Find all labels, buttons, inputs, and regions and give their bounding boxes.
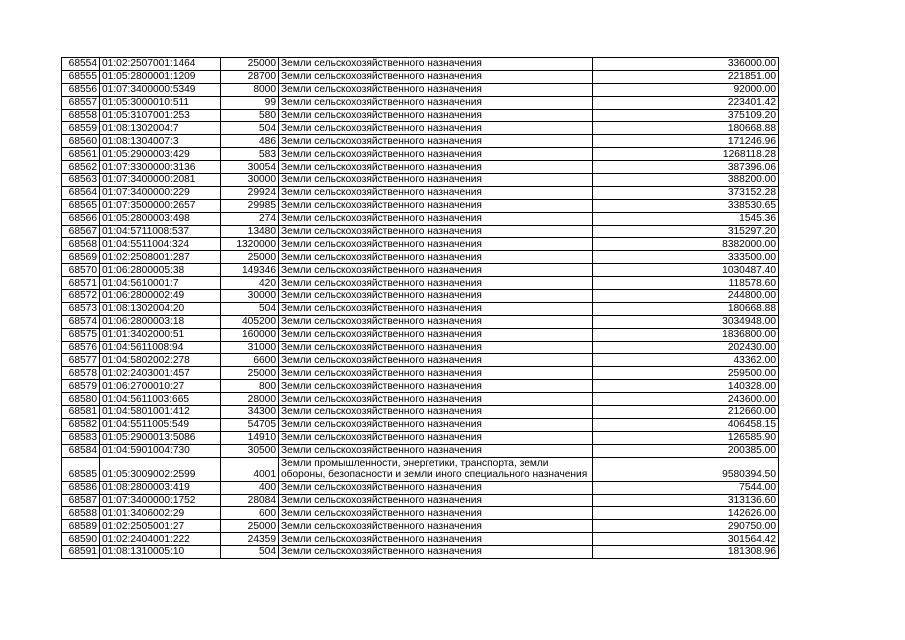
row-number-cell: 68566 [62,212,100,225]
land-category-cell: Земли сельскохозяйственного назначения [279,290,593,303]
area-cell: 8000 [221,83,279,96]
cadastral-number-cell: 01:04:5611008:94 [100,341,221,354]
value-cell: 1030487.40 [593,264,779,277]
table-row [62,277,779,290]
land-category-cell: Земли сельскохозяйственного назначения [279,199,593,212]
table-row [62,546,779,559]
cadastral-number-cell: 01:06:2800005:38 [100,264,221,277]
table-row [62,354,779,367]
value-cell: 7544.00 [593,481,779,494]
area-cell: 28000 [221,393,279,406]
row-number-cell: 68557 [62,96,100,109]
cadastral-number-cell: 01:06:2800003:18 [100,315,221,328]
land-category-cell: Земли сельскохозяйственного назначения [279,225,593,238]
table-row [62,225,779,238]
table-row [62,148,779,161]
row-number-cell: 68560 [62,135,100,148]
row-number-cell: 68574 [62,315,100,328]
value-cell: 181308.96 [593,546,779,559]
table-row [62,393,779,406]
row-number-cell: 68563 [62,174,100,187]
area-cell: 583 [221,148,279,161]
value-cell: 313136.60 [593,494,779,507]
land-category-cell: Земли сельскохозяйственного назначения [279,238,593,251]
land-category-cell: Земли сельскохозяйственного назначения [279,96,593,109]
land-category-cell: Земли сельскохозяйственного назначения [279,507,593,520]
table-row [62,212,779,225]
area-cell: 30500 [221,444,279,457]
value-cell: 244800.00 [593,290,779,303]
table-row [62,135,779,148]
cadastral-number-cell: 01:02:2404001:222 [100,533,221,546]
row-number-cell: 68578 [62,367,100,380]
row-number-cell: 68583 [62,431,100,444]
table-row [62,109,779,122]
row-number-cell: 68580 [62,393,100,406]
cadastral-number-cell: 01:08:1304007:3 [100,135,221,148]
cadastral-number-cell: 01:02:2507001:1464 [100,58,221,71]
land-category-cell: Земли сельскохозяйственного назначения [279,444,593,457]
value-cell: 259500.00 [593,367,779,380]
value-cell: 142626.00 [593,507,779,520]
row-number-cell: 68591 [62,546,100,559]
value-cell: 243600.00 [593,393,779,406]
cadastral-number-cell: 01:05:3107001:253 [100,109,221,122]
area-cell: 25000 [221,367,279,380]
area-cell: 504 [221,302,279,315]
value-cell: 200385.00 [593,444,779,457]
area-cell: 405200 [221,315,279,328]
cadastral-number-cell: 01:08:2800003:419 [100,481,221,494]
area-cell: 25000 [221,58,279,71]
value-cell: 43362.00 [593,354,779,367]
land-category-cell: Земли сельскохозяйственного назначения [279,494,593,507]
area-cell: 13480 [221,225,279,238]
value-cell: 290750.00 [593,520,779,533]
table-row [62,431,779,444]
area-cell: 1320000 [221,238,279,251]
value-cell: 223401.42 [593,96,779,109]
land-category-cell: Земли сельскохозяйственного назначения [279,302,593,315]
area-cell: 30054 [221,161,279,174]
value-cell: 301564.42 [593,533,779,546]
value-cell: 126585.90 [593,431,779,444]
row-number-cell: 68581 [62,406,100,419]
value-cell: 1545.36 [593,212,779,225]
value-cell: 171246.96 [593,135,779,148]
table-row [62,533,779,546]
cadastral-number-cell: 01:07:3400000:2081 [100,174,221,187]
row-number-cell: 68588 [62,507,100,520]
cadastral-number-cell: 01:08:1302004:20 [100,302,221,315]
land-category-cell: Земли сельскохозяйственного назначения [279,431,593,444]
land-category-cell: Земли сельскохозяйственного назначения [279,174,593,187]
table-row [62,406,779,419]
row-number-cell: 68559 [62,122,100,135]
cadastral-number-cell: 01:04:5511004:324 [100,238,221,251]
table-row [62,457,779,481]
table-row [62,520,779,533]
row-number-cell: 68562 [62,161,100,174]
land-category-cell: Земли сельскохозяйственного назначения [279,58,593,71]
value-cell: 221851.00 [593,70,779,83]
cadastral-number-cell: 01:02:2505001:27 [100,520,221,533]
area-cell: 29985 [221,199,279,212]
land-category-cell: Земли сельскохозяйственного назначения [279,533,593,546]
area-cell: 600 [221,507,279,520]
value-cell: 338530.65 [593,199,779,212]
value-cell: 333500.00 [593,251,779,264]
area-cell: 4001 [221,457,279,481]
row-number-cell: 68586 [62,481,100,494]
table-row [62,58,779,71]
area-cell: 6600 [221,354,279,367]
value-cell: 180668.88 [593,302,779,315]
area-cell: 420 [221,277,279,290]
table-row [62,122,779,135]
table-row [62,341,779,354]
row-number-cell: 68569 [62,251,100,264]
land-category-cell: Земли сельскохозяйственного назначения [279,186,593,199]
row-number-cell: 68585 [62,457,100,481]
land-category-cell: Земли сельскохозяйственного назначения [279,481,593,494]
land-category-cell: Земли промышленности, энергетики, транспорта, земли обороны, безопасности и земли иного специального назначения [279,457,593,481]
row-number-cell: 68554 [62,58,100,71]
area-cell: 149346 [221,264,279,277]
cadastral-number-cell: 01:01:3402000:51 [100,328,221,341]
cadastral-number-cell: 01:07:3500000:2657 [100,199,221,212]
cadastral-number-cell: 01:04:5511005:549 [100,418,221,431]
land-category-cell: Земли сельскохозяйственного назначения [279,277,593,290]
area-cell: 28700 [221,70,279,83]
table-row [62,380,779,393]
value-cell: 140328.00 [593,380,779,393]
value-cell: 212660.00 [593,406,779,419]
land-category-cell: Земли сельскохозяйственного назначения [279,328,593,341]
land-category-cell: Земли сельскохозяйственного назначения [279,546,593,559]
cadastral-number-cell: 01:06:2800002:49 [100,290,221,303]
row-number-cell: 68576 [62,341,100,354]
value-cell: 406458.15 [593,418,779,431]
area-cell: 486 [221,135,279,148]
land-category-cell: Земли сельскохозяйственного назначения [279,406,593,419]
table-row [62,238,779,251]
row-number-cell: 68575 [62,328,100,341]
value-cell: 375109.20 [593,109,779,122]
table-row [62,328,779,341]
row-number-cell: 68577 [62,354,100,367]
table-row [62,83,779,96]
table-row [62,290,779,303]
row-number-cell: 68584 [62,444,100,457]
value-cell: 92000.00 [593,83,779,96]
table-row [62,507,779,520]
row-number-cell: 68572 [62,290,100,303]
value-cell: 180668.88 [593,122,779,135]
cadastral-number-cell: 01:02:2403001:457 [100,367,221,380]
cadastral-number-cell: 01:07:3400000:1752 [100,494,221,507]
value-cell: 388200.00 [593,174,779,187]
cadastral-number-cell: 01:05:2800001:1209 [100,70,221,83]
land-plots-table [61,57,779,559]
table-body [62,58,779,559]
area-cell: 25000 [221,520,279,533]
cadastral-number-cell: 01:06:2700010:27 [100,380,221,393]
land-category-cell: Земли сельскохозяйственного назначения [279,212,593,225]
land-category-cell: Земли сельскохозяйственного назначения [279,367,593,380]
table-row [62,444,779,457]
area-cell: 28084 [221,494,279,507]
table-row [62,367,779,380]
land-category-cell: Земли сельскохозяйственного назначения [279,380,593,393]
area-cell: 99 [221,96,279,109]
cadastral-number-cell: 01:04:5801001:412 [100,406,221,419]
cadastral-number-cell: 01:04:5901004:730 [100,444,221,457]
value-cell: 1836800.00 [593,328,779,341]
value-cell: 336000.00 [593,58,779,71]
area-cell: 800 [221,380,279,393]
row-number-cell: 68570 [62,264,100,277]
row-number-cell: 68558 [62,109,100,122]
cadastral-number-cell: 01:05:2900013:5086 [100,431,221,444]
table-row [62,264,779,277]
land-category-cell: Земли сельскохозяйственного назначения [279,264,593,277]
value-cell: 3034948.00 [593,315,779,328]
area-cell: 580 [221,109,279,122]
cadastral-number-cell: 01:02:2508001:287 [100,251,221,264]
land-category-cell: Земли сельскохозяйственного назначения [279,315,593,328]
area-cell: 31000 [221,341,279,354]
area-cell: 274 [221,212,279,225]
cadastral-number-cell: 01:05:2900003:429 [100,148,221,161]
row-number-cell: 68567 [62,225,100,238]
table-row [62,174,779,187]
table-row [62,161,779,174]
row-number-cell: 68555 [62,70,100,83]
table-row [62,251,779,264]
row-number-cell: 68589 [62,520,100,533]
cadastral-number-cell: 01:01:3406002:29 [100,507,221,520]
row-number-cell: 68571 [62,277,100,290]
area-cell: 14910 [221,431,279,444]
cadastral-number-cell: 01:05:2800003:498 [100,212,221,225]
cadastral-number-cell: 01:08:1310005:10 [100,546,221,559]
table-row [62,302,779,315]
land-category-cell: Земли сельскохозяйственного назначения [279,83,593,96]
land-category-cell: Земли сельскохозяйственного назначения [279,341,593,354]
area-cell: 504 [221,546,279,559]
table-row [62,494,779,507]
land-category-cell: Земли сельскохозяйственного назначения [279,354,593,367]
value-cell: 387396.06 [593,161,779,174]
row-number-cell: 68582 [62,418,100,431]
cadastral-number-cell: 01:04:5711008:537 [100,225,221,238]
row-number-cell: 68568 [62,238,100,251]
value-cell: 373152.28 [593,186,779,199]
area-cell: 24359 [221,533,279,546]
land-category-cell: Земли сельскохозяйственного назначения [279,251,593,264]
land-category-cell: Земли сельскохозяйственного назначения [279,161,593,174]
row-number-cell: 68590 [62,533,100,546]
cadastral-number-cell: 01:05:3000010:511 [100,96,221,109]
area-cell: 34300 [221,406,279,419]
land-category-cell: Земли сельскохозяйственного назначения [279,393,593,406]
table-row [62,481,779,494]
land-category-cell: Земли сельскохозяйственного назначения [279,148,593,161]
row-number-cell: 68564 [62,186,100,199]
row-number-cell: 68556 [62,83,100,96]
area-cell: 30000 [221,174,279,187]
table-row [62,315,779,328]
cadastral-number-cell: 01:07:3400000:5349 [100,83,221,96]
value-cell: 315297.20 [593,225,779,238]
cadastral-number-cell: 01:04:5802002:278 [100,354,221,367]
area-cell: 160000 [221,328,279,341]
land-category-cell: Земли сельскохозяйственного назначения [279,122,593,135]
land-category-cell: Земли сельскохозяйственного назначения [279,520,593,533]
area-cell: 504 [221,122,279,135]
area-cell: 400 [221,481,279,494]
table-row [62,186,779,199]
land-category-cell: Земли сельскохозяйственного назначения [279,70,593,83]
row-number-cell: 68565 [62,199,100,212]
row-number-cell: 68561 [62,148,100,161]
row-number-cell: 68579 [62,380,100,393]
table-row [62,199,779,212]
row-number-cell: 68587 [62,494,100,507]
land-category-cell: Земли сельскохозяйственного назначения [279,135,593,148]
cadastral-number-cell: 01:04:5610001:7 [100,277,221,290]
cadastral-number-cell: 01:07:3300000:3136 [100,161,221,174]
value-cell: 202430.00 [593,341,779,354]
value-cell: 1268118.28 [593,148,779,161]
value-cell: 8382000.00 [593,238,779,251]
row-number-cell: 68573 [62,302,100,315]
table-row [62,96,779,109]
land-category-cell: Земли сельскохозяйственного назначения [279,418,593,431]
area-cell: 54705 [221,418,279,431]
area-cell: 30000 [221,290,279,303]
land-category-cell: Земли сельскохозяйственного назначения [279,109,593,122]
cadastral-number-cell: 01:07:3400000:229 [100,186,221,199]
cadastral-number-cell: 01:05:3009002:2599 [100,457,221,481]
table-row [62,70,779,83]
value-cell: 9580394.50 [593,457,779,481]
area-cell: 29924 [221,186,279,199]
cadastral-number-cell: 01:08:1302004:7 [100,122,221,135]
cadastral-number-cell: 01:04:5611003:665 [100,393,221,406]
area-cell: 25000 [221,251,279,264]
table-row [62,418,779,431]
value-cell: 118578.60 [593,277,779,290]
